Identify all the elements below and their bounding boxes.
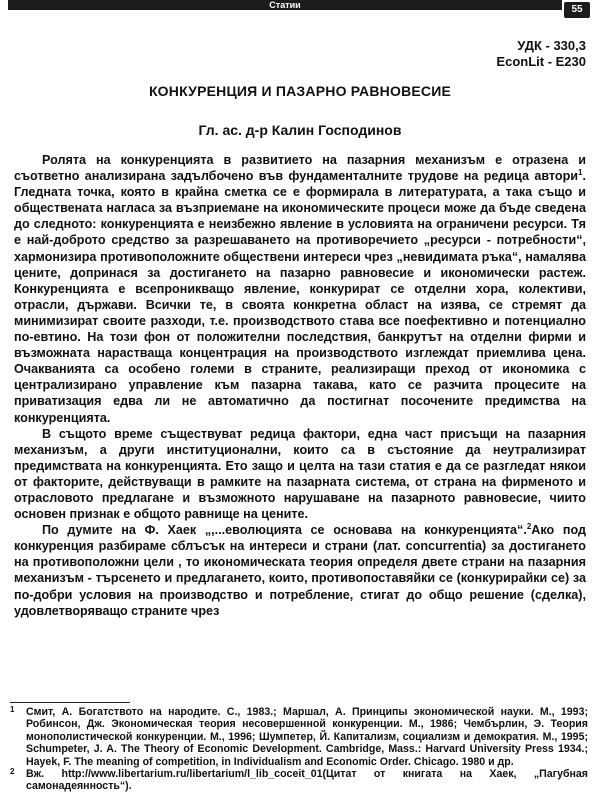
footnote-mark: 1 <box>10 705 15 714</box>
body-paragraph <box>14 426 586 523</box>
body-paragraph <box>14 152 586 426</box>
paragraph-text: Ролята на конкуренцията в развитието на пазарния механизъм е отразена и съответно анализирана задълбочено във фундаменталните трудове на редица автори <box>14 153 586 184</box>
body-paragraph <box>14 522 586 619</box>
paragraph-text: . Гледната точка, която в крайна сметка се е формирала в литературата, а така също и обществената нагласа за възприемане на икономическите процеси може да бъде сведена до следното: конкуренцията е неизбежно явление в условията на ограничени ресурси. Тя е най-доброто средство за разрешаването на противоречието „ресурси - потребности“, хармонизира противоположните обществени интереси чрез „невидимата ръка“, намалява цените, допринася за достигането на пазарно равновесие и икономически растеж. Конкуренцията е всепроникващо явление, конкурират се отделни хора, колективи, отрасли, държави. Всички те, в своята конкретна област на изява, се стремят да минимизират своите разходи, т.е. производството става все поефективно и потенциално по-евтино. На този фон от положителни последствия, банкрутът на отделни фирми и възможната нарастваща концентрация на производството изглеждат приемлива цена. Очакванията са особено големи в страните, реализиращи преход от икономика с централизирано управление към пазарна такава, като се разчита процесите на приватизация едва ли не автоматично да постигнат посочените предимства на конкуренцията. <box>14 169 586 425</box>
running-header <box>8 0 562 10</box>
footnote-item <box>10 706 588 768</box>
footnote-mark: 2 <box>10 767 15 777</box>
classification-codes <box>496 38 586 70</box>
footnote-text: Смит, А. Богатството на народите. С., 1983.; Маршал, А. Принципы экономической науки. М., 1993; Робинсон, Дж. Экономическая теория несовершенной конкуренции. М., 1986; Чембърлин, Э. Теория монополистической конкуренции. М., 1996; Шумпетер, Й. Капитализм, социализм и демократия. М., 1995; Schumpeter, J. A. The Theory of Economic Development. Cambridge, Mass.: Harvard University Press 1934.; Hayek, F. The meaning of competition, in Individualism and Economic Order. Chicago. 1980 и др. <box>26 706 588 768</box>
footnotes <box>10 706 588 793</box>
page-number: 55 <box>564 2 590 18</box>
article-body <box>14 152 586 619</box>
footnote-reference[interactable]: 1 <box>578 167 583 177</box>
article-title: КОНКУРЕНЦИЯ И ПАЗАРНО РАВНОВЕСИЕ <box>148 83 452 99</box>
econlit-code: EconLit - E230 <box>496 54 586 69</box>
paragraph-text: Ако под конкуренция разбираме сблъсък на интереси и страни (лат. concurrentia) за достигането на противоположни цели , то икономическата теория определя двете страни на пазарния механизъм - търсенето и предлагането, които, противопоставяйки се (конкурирайки се) за по-добри условия на производство и потребление, стигат до общо решение (сделка), удовлетворяващо страните чрез <box>14 523 586 618</box>
paragraph-text: По думите на Ф. Хаек „,...еволюцията се основава на конкуренцията“. <box>42 523 527 538</box>
footnote-reference[interactable]: 2 <box>526 521 532 531</box>
footnote-item <box>10 768 588 793</box>
section-label: Статии <box>269 0 301 10</box>
footnote-text: Вж. http://www.libertarium.ru/libertarium/l_lib_coceit_01(Цитат от книгата на Хаек, „Пагубная самонадеянность“). <box>26 768 588 793</box>
udk-code: УДК - 330,3 <box>517 38 586 53</box>
paragraph-text: В същото време съществуват редица фактори, една част присъщи на пазарния механизъм, а други институционални, които са в състояние да неутрализират предимствата на конкуренцията. Ето защо и целта на тази статия е да се разгледат някои от факторите, действуващи в рамките на пазарната система, от страна на фирменото и отрасловото предлагане и възможното нарушаване на пазарното равновесие, чиито основен признак е общото равнище на цените. <box>14 426 586 522</box>
author-name: Гл. ас. д-р Калин Господинов <box>198 122 402 138</box>
footnote-divider <box>10 702 130 703</box>
